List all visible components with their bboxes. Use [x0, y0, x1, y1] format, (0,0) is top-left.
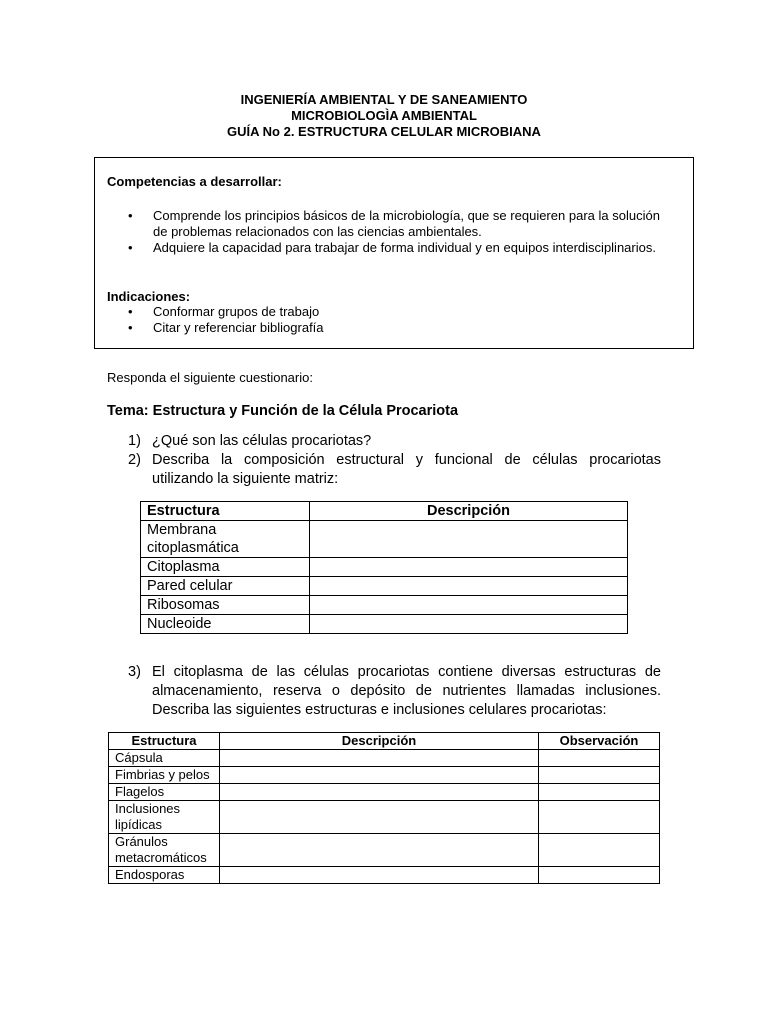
column-header-descripcion: Descripción — [310, 502, 628, 521]
question-3 — [128, 663, 661, 720]
list-item: • Conformar grupos de trabajo — [128, 304, 320, 319]
table-row — [141, 596, 628, 615]
question-2 — [128, 451, 661, 489]
observation-cell[interactable] — [539, 834, 660, 867]
table-row — [109, 750, 660, 767]
table-row — [109, 801, 660, 834]
bullet-icon: • — [128, 208, 133, 223]
indicaciones-label: Indicaciones: — [107, 289, 191, 304]
table-row — [109, 834, 660, 867]
bullet-icon: • — [128, 304, 133, 319]
description-cell[interactable] — [220, 801, 539, 834]
description-cell[interactable] — [220, 784, 539, 801]
description-cell[interactable] — [220, 750, 539, 767]
bullet-icon: • — [128, 320, 133, 335]
intro-text: Responda el siguiente cuestionario: — [107, 370, 313, 385]
description-cell[interactable] — [220, 767, 539, 784]
competencias-list — [107, 208, 660, 256]
row-label: Endosporas — [109, 867, 220, 884]
question-number: 1) — [128, 433, 141, 449]
description-cell[interactable] — [310, 596, 628, 615]
row-label: Pared celular — [141, 577, 310, 596]
description-cell[interactable] — [220, 867, 539, 884]
question-text: El citoplasma de las células procariotas contiene diversas estructuras de almacenamiento, reserva o depósito de nutrientes llamadas inclusiones. Describa las siguientes estructuras e inclusiones celulares procariotas: — [152, 664, 661, 718]
competencias-label: Competencias a desarrollar: — [107, 174, 282, 189]
column-header-estructura: Estructura — [141, 502, 310, 521]
list-item: • Comprende los principios básicos de la microbiología, que se requieren para la solución de problemas relacionados con las ciencias ambientales. — [128, 208, 660, 239]
question-number: 2) — [128, 452, 141, 468]
row-label: Citoplasma — [141, 558, 310, 577]
description-cell[interactable] — [310, 577, 628, 596]
competencias-box — [94, 157, 694, 349]
observation-cell[interactable] — [539, 750, 660, 767]
list-item: • Adquiere la capacidad para trabajar de forma individual y en equipos interdisciplinarios. — [128, 240, 656, 255]
tema-heading: Tema: Estructura y Función de la Célula Procariota — [107, 403, 459, 419]
question-text: ¿Qué son las células procariotas? — [152, 433, 372, 449]
row-label: Cápsula — [109, 750, 220, 767]
observation-cell[interactable] — [539, 784, 660, 801]
inclusions-table — [108, 732, 660, 884]
observation-cell[interactable] — [539, 867, 660, 884]
row-label: Ribosomas — [141, 596, 310, 615]
observation-cell[interactable] — [539, 767, 660, 784]
row-label: Nucleoide — [141, 615, 310, 634]
column-header-observacion: Observación — [539, 733, 660, 750]
table-row — [141, 615, 628, 634]
description-cell[interactable] — [310, 521, 628, 558]
description-cell[interactable] — [310, 558, 628, 577]
row-label: Flagelos — [109, 784, 220, 801]
header-line-2: MICROBIOLOGÌA AMBIENTAL — [291, 108, 477, 123]
table-row — [109, 784, 660, 801]
question-number: 3) — [128, 664, 141, 680]
column-header-descripcion: Descripción — [220, 733, 539, 750]
bullet-icon: • — [128, 240, 133, 255]
table-row — [141, 558, 628, 577]
observation-cell[interactable] — [539, 801, 660, 834]
table-row — [109, 867, 660, 884]
table-header-row — [141, 502, 628, 521]
description-cell[interactable] — [220, 834, 539, 867]
row-label: Membrana citoplasmática — [141, 521, 310, 558]
table-row — [141, 577, 628, 596]
column-header-estructura: Estructura — [109, 733, 220, 750]
indicaciones-list — [107, 304, 660, 336]
list-item: • Citar y referenciar bibliografía — [128, 320, 324, 335]
row-label: Gránulos metacromáticos — [109, 834, 220, 867]
question-text: Describa la composición estructural y funcional de células procariotas utilizando la siguiente matriz: — [152, 452, 661, 487]
table-row — [109, 767, 660, 784]
description-cell[interactable] — [310, 615, 628, 634]
table-row — [141, 521, 628, 558]
header-line-1: INGENIERÍA AMBIENTAL Y DE SANEAMIENTO — [240, 92, 528, 107]
structure-matrix-table — [140, 501, 628, 634]
row-label: Inclusiones lipídicas — [109, 801, 220, 834]
row-label: Fimbrias y pelos — [109, 767, 220, 784]
question-1 — [128, 432, 661, 451]
header-line-3: GUÍA No 2. ESTRUCTURA CELULAR MICROBIANA — [227, 124, 541, 139]
document-header — [0, 92, 768, 140]
table-header-row — [109, 733, 660, 750]
